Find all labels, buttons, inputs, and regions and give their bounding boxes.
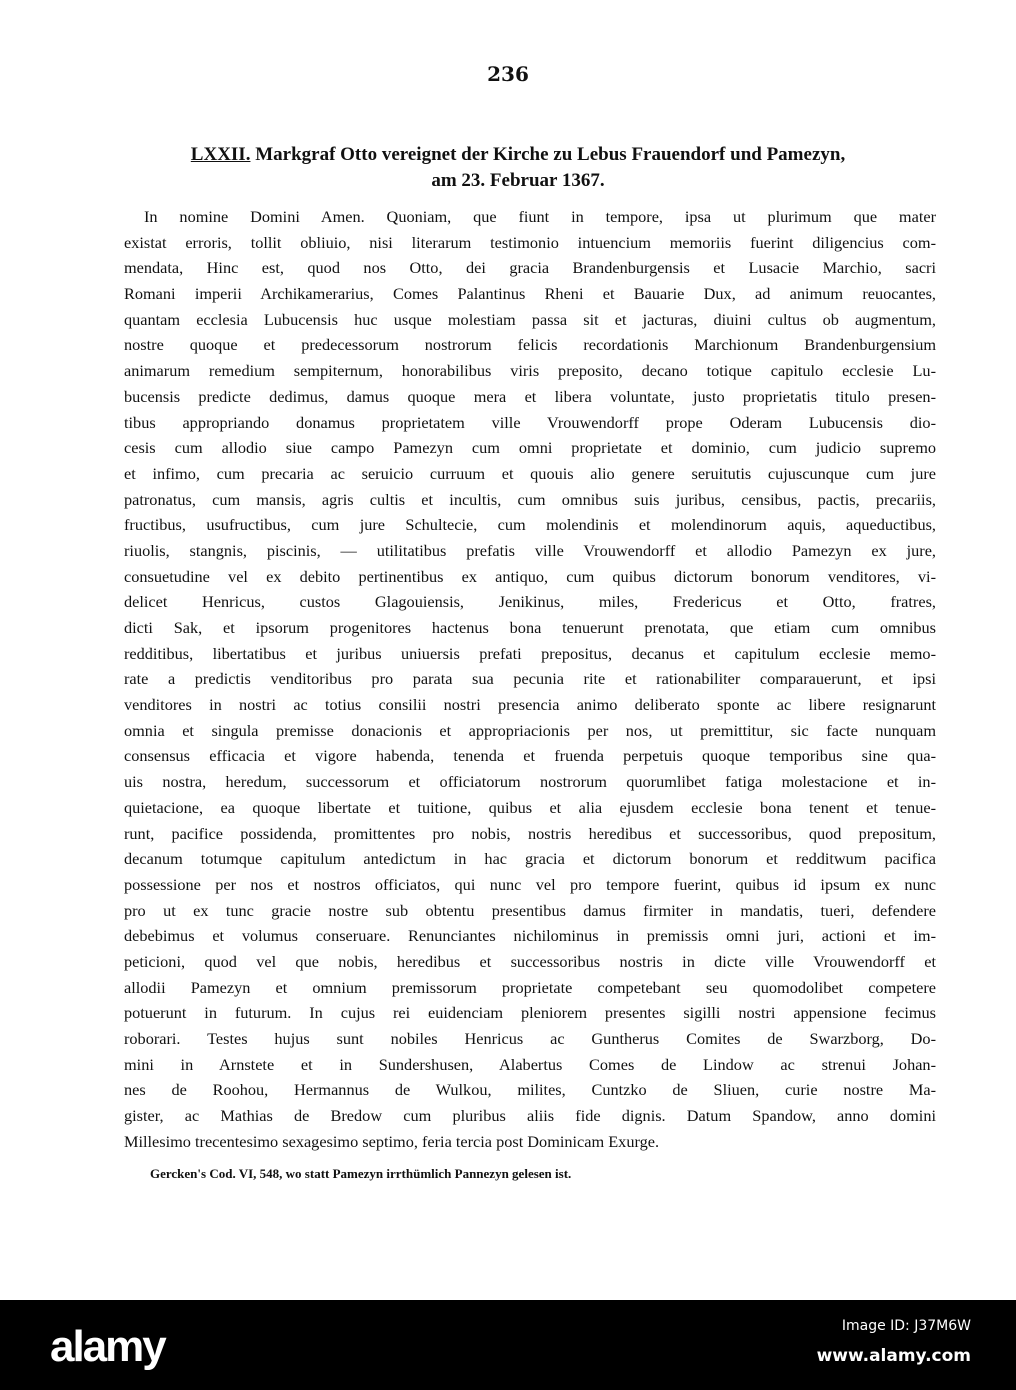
text-line: venditores in nostri ac totius consilii nostri presencia animo deliberato sponte ac libere resignarunt (124, 695, 936, 715)
text-line: roborari. Testes hujus sunt nobiles Henricus ac Guntherus Comites de Swarzborg, Do- (124, 1029, 936, 1048)
text-line: Millesimo trecentesimo sexagesimo septimo, feria tercia post Dominicam Exurge. (124, 1131, 660, 1151)
text-line: potuerunt in futurum. In cujus rei euidenciam pleniorem presentes sigilli nostri appensione fecimus (124, 1003, 936, 1023)
text-line: pro ut ex tunc gracie nostre sub obtentu presentibus damus firmiter in mandatis, tueri, defendere (124, 900, 936, 920)
text-line: peticioni, quod vel que nobis, heredibus et successoribus nostris in dicte ville Vrouwendorff et (124, 951, 936, 971)
text-line: mendata, Hinc est, quod nos Otto, dei gracia Brandenburgensis et Lusacie Marchio, sacri (124, 258, 936, 278)
heading-text: Markgraf Otto vereignet der Kirche zu Lebus Frauendorf und Pamezyn, (255, 144, 846, 165)
watermark-bar (0, 1300, 1016, 1390)
text-line: dicti Sak, et ipsorum progenitores hactenus bona tenuerunt prenotata, que etiam cum omnibus (124, 618, 936, 637)
text-line: nostre quoque et predecessorum nostrorum felicis recordationis Marchionum Brandenburgensium (124, 335, 936, 355)
text-line: cesis cum allodio siue campo Pamezyn cum omni proprietate et dominio, cum judicio supremo (124, 438, 936, 458)
heading-date: am 23. Februar 1367. (431, 170, 605, 191)
text-line: nes de Roohou, Hermannus de Wulkou, milites, Cuntzko de Sliuen, curie nostre Ma- (124, 1080, 936, 1100)
heading-line (128, 142, 908, 168)
document-heading (128, 142, 908, 194)
text-line: bucensis predicte dedimus, damus quoque mera et libera voluntate, justo proprietatis titulo presen- (124, 386, 936, 406)
text-line: omnia et singula premisse donacionis et appropriacionis per nos, ut premittitur, sic facte nunquam (124, 720, 936, 740)
charter-text (124, 204, 936, 1154)
text-line: mini in Arnstete et in Sundershusen, Alabertus Comes de Lindow ac strenui Johan- (124, 1054, 936, 1074)
text-line: delicet Henricus, custos Glagouiensis, Jenikinus, miles, Fredericus et Otto, fratres, (124, 592, 936, 612)
text-line: rate a predictis venditoribus pro parata sua pecunia rite et rationabiliter comparauerunt, et ipsi (124, 669, 936, 689)
site-url: www.alamy.com (816, 1346, 971, 1366)
page-number: 236 (487, 62, 529, 86)
text-line: Romani imperii Archikamerarius, Comes Palantinus Rheni et Bauarie Dux, ad animum reuocantes, (124, 284, 936, 304)
text-line: riuolis, stangnis, piscinis, — utilitatibus prefatis ville Vrouwendorff et allodio Pamezyn ex jure, (124, 540, 936, 560)
text-line: patronatus, cum mansis, agris cultis et incultis, cum omnibus suis juribus, censibus, pactis, precariis, (124, 489, 936, 509)
text-line: uis nostra, heredum, successorum et officiatorum nostrorum quorumlibet fatiga molestacione et in- (124, 772, 936, 792)
text-line: allodii Pamezyn et omnium premissorum proprietate competebant seu quomodolibet competere (124, 977, 936, 997)
text-line: fructibus, usufructibus, cum jure Schultecie, cum molendinis et molendinorum aquis, aqueductibus, (124, 515, 936, 535)
text-line: possessione per nos et nostros officiatos, qui nunc vel pro tempore fuerint, quibus id ipsum ex nunc (124, 874, 936, 894)
charter-number: LXXII. (190, 144, 251, 165)
text-line: tibus appropriando donamus proprietatem ville Vrouwendorff prope Oderam Lubucensis dio- (124, 412, 936, 432)
text-line: consensus efficacia et vigore habenda, tenenda et fruenda perpetuis quoque temporibus sine qua- (124, 746, 936, 766)
text-line: animarum remedium sempiternum, honorabilibus viris preposito, decano totique capitulo ecclesie Lu- (124, 361, 936, 381)
text-line: consuetudine vel ex debito pertinentibus ex antiquo, cum quibus dictorum bonorum venditores, vi- (124, 566, 936, 586)
text-line: et infimo, cum precaria ac seruicio curruum et quouis alio genere seruitutis cujuscunque cum jure (124, 463, 936, 483)
text-line: quantam ecclesia Lubucensis huc usque molestiam passa sit et jacturas, diuini cultus ob augmentum, (124, 309, 936, 329)
text-line: redditibus, libertatibus et juribus uniuersis prefati prepositus, decanus et capitulum ecclesie memo- (124, 643, 936, 663)
alamy-logo: alamy (50, 1322, 165, 1371)
text-line: gister, ac Mathias de Bredow cum pluribus aliis fide dignis. Datum Spandow, anno domini (124, 1106, 936, 1126)
text-line: In nomine Domini Amen. Quoniam, que fiunt in tempore, ipsa ut plurimum que mater (144, 207, 936, 226)
text-line: decanum totumque capitulum antedictum in hac gracia et dictorum bonorum et redditwum pacifica (124, 849, 936, 869)
text-line: runt, pacifice possidenda, promittentes pro nobis, nostris heredibus et successoribus, quod prepositum, (124, 823, 936, 843)
footnote: Gercken's Cod. VI, 548, wo statt Pamezyn irrthümlich Pannezyn gelesen ist. (150, 1166, 572, 1181)
text-line: existat erroris, tollit obliuio, nisi literarum testimonio intuencium memoriis fuerint diligencius com- (124, 232, 936, 252)
text-line: quietacione, ea quoque libertate et tuitione, quibus et alia ejusdem ecclesie bona tenent et tenue- (124, 797, 936, 817)
image-id: Image ID: J37M6W (841, 1318, 971, 1334)
text-line: debebimus et volumus conseruare. Renunciantes nichilominus in premissis omni juri, actioni et im- (124, 926, 936, 946)
